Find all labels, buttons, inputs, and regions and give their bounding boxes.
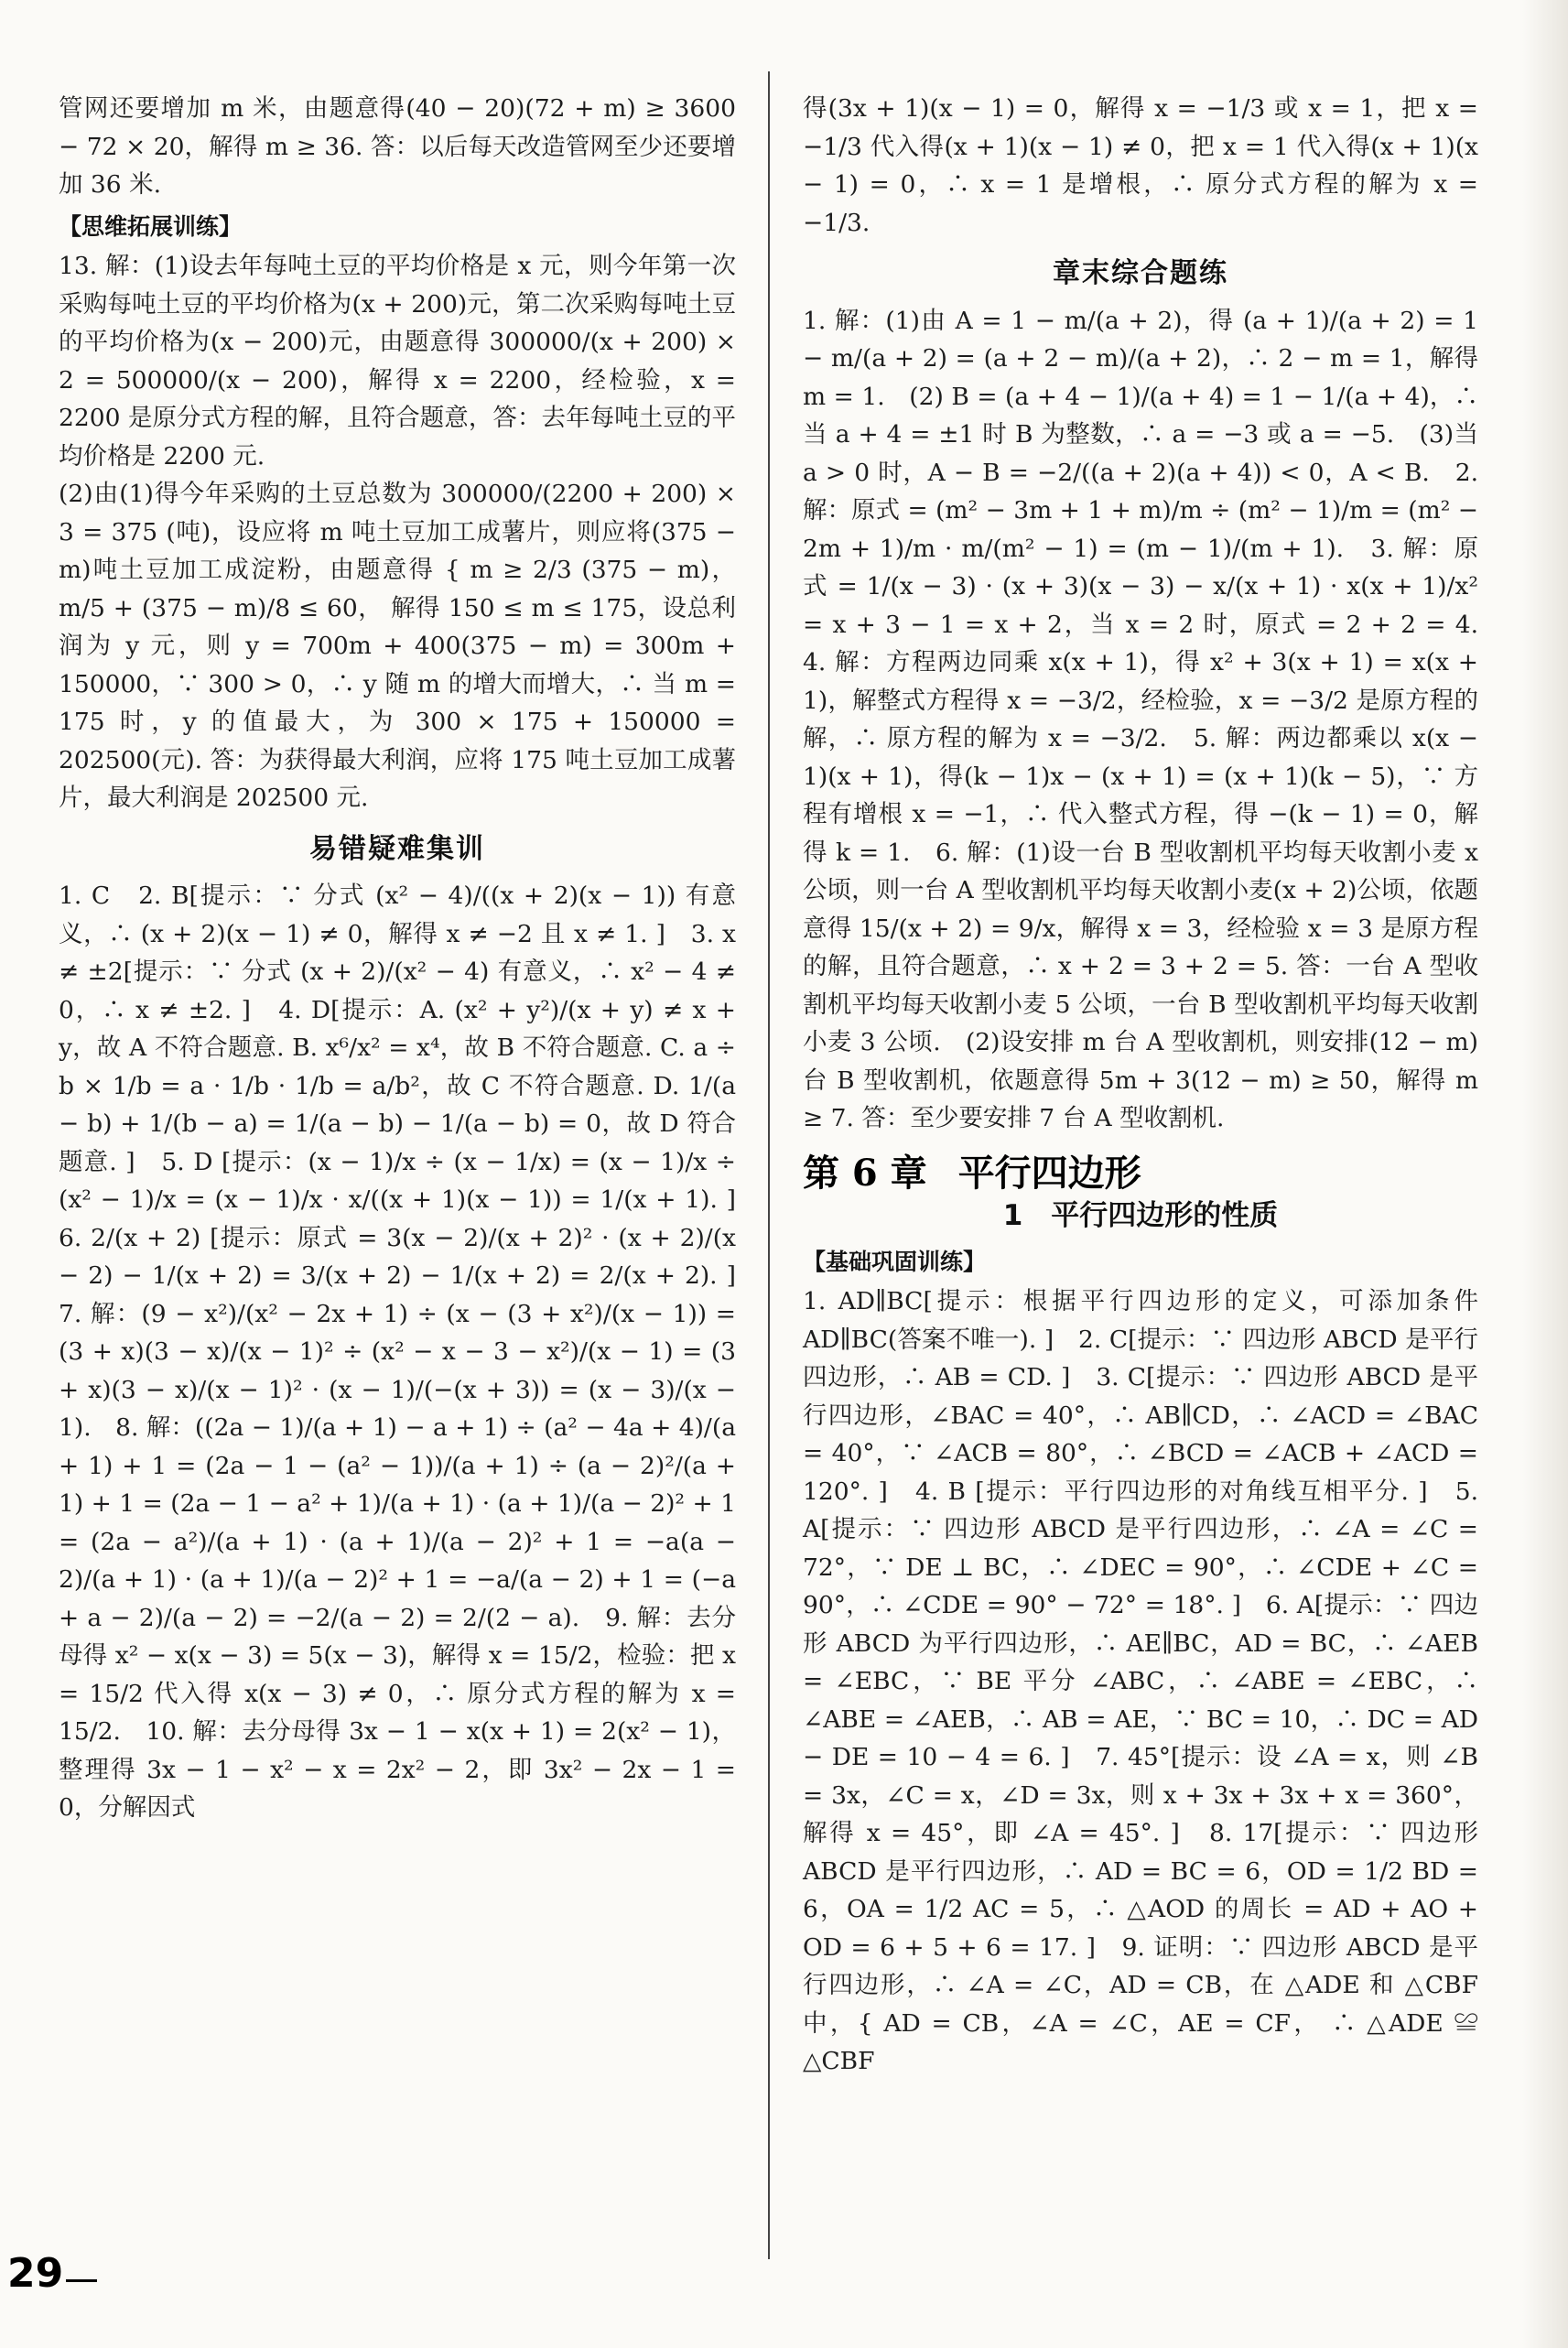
- right-column: [803, 90, 1503, 2238]
- chapter-number: 第 6 章: [803, 1151, 927, 1195]
- page-number-rule: [66, 2279, 97, 2282]
- right-continuation-text: 得(3x + 1)(x − 1) = 0，解得 x = −1/3 或 x = 1，把 x = −1/3 代入得(x + 1)(x − 1) ≠ 0，把 x = 1 代入得(x + 1)(x − 1) = 0，∴ x = 1 是增根，∴ 原分式方程的解为 x = −1/3.: [803, 94, 1478, 237]
- q13-part1: 13. 解：(1)设去年每吨土豆的平均价格是 x 元，则今年第一次采购每吨土豆的平均价格为(x + 200)元，第二次采购每吨土豆的平均价格为(x − 200)元，由题意得 300000/(x + 200) × 2 = 500000/(x − 200)，解得 x = 2200，经检验，x = 2200 是原分式方程的解，且符合题意，答：去年每吨土豆的平均价格是 2200 元.: [59, 252, 736, 471]
- page-number: 29: [7, 2250, 64, 2297]
- jichu-answers: 1. AD∥BC[提示：根据平行四边形的定义，可添加条件 AD∥BC(答案不唯一). ] 2. C[提示：∵ 四边形 ABCD 是平行四边形，∴ AB = CD. ] 3. C[提示：∵ 四边形 ABCD 是平行四边形，∠BAC = 40°，∴ AB∥CD，∴ ∠ACD = ∠BAC = 40°，∵ ∠ACB = 80°，∴ ∠BCD = ∠ACB + ∠ACD = 120°. ] 4. B [提示：平行四边形的对角线互相平分. ] 5. A[提示：∵ 四边形 ABCD 是平行四边形，∴ ∠A = ∠C = 72°，∵ DE ⊥ BC，∴ ∠DEC = 90°，∴ ∠CDE + ∠C = 90°，∴ ∠CDE = 90° − 72° = 18°. ] 6. A[提示：∵ 四边形 ABCD 为平行四边形，∴ AE∥BC，AD = BC，∴ ∠AEB = ∠EBC，∵ BE 平分 ∠ABC，∴ ∠ABE = ∠EBC，∴ ∠ABE = ∠AEB，∴ AB = AE，∵ BC = 10，∴ DC = AD − DE = 10 − 4 = 6. ] 7. 45°[提示：设 ∠A = x，则 ∠B = 3x，∠C = x，∠D = 3x，则 x + 3x + 3x + x = 360°，解得 x = 45°，即 ∠A = 45°. ] 8. 17[提示：∵ 四边形 ABCD 是平行四边形，∴ AD = BC = 6，OD = 1/2 BD = 6，OA = 1/2 AC = 5，∴ △AOD 的周长 = AD + AO + OD = 6 + 5 + 6 = 17. ] 9. 证明：∵ 四边形 ABCD 是平行四边形，∴ ∠A = ∠C，AD = CB，在 △ADE 和 △CBF 中，{ AD = CB，∠A = ∠C，AE = CF， ∴ △ADE ≌ △CBF: [803, 1287, 1478, 2075]
- yicuo-answers: 1. C 2. B[提示：∵ 分式 (x² − 4)/((x + 2)(x − 1)) 有意义，∴ (x + 2)(x − 1) ≠ 0，解得 x ≠ −2 且 x ≠ 1. ] 3. x ≠ ±2[提示：∵ 分式 (x + 2)/(x² − 4) 有意义，∴ x² − 4 ≠ 0，∴ x ≠ ±2. ] 4. D[提示：A. (x² + y²)/(x + y) ≠ x + y，故 A 不符合题意. B. x⁶/x² = x⁴，故 B 不符合题意. C. a ÷ b × 1/b = a · 1/b · 1/b = a/b²，故 C 不符合题意. D. 1/(a − b) + 1/(b − a) = 1/(a − b) − 1/(a − b) = 0，故 D 符合题意. ] 5. D [提示：(x − 1)/x ÷ (x − 1/x) = (x − 1)/x ÷ (x² − 1)/x = (x − 1)/x · x/((x + 1)(x − 1)) = 1/(x + 1). ] 6. 2/(x + 2) [提示：原式 = 3(x − 2)/(x + 2)² · (x + 2)/(x − 2) − 1/(x + 2) = 3/(x + 2) − 1/(x + 2) = 2/(x + 2). ] 7. 解：(9 − x²)/(x² − 2x + 1) ÷ (x − (3 + x²)/(x − 1)) = (3 + x)(3 − x)/(x − 1)² ÷ (x² − x − 3 − x²)/(x − 1) = (3 + x)(3 − x)/(x − 1)² · (x − 1)/(−(x + 3)) = (x − 3)/(x − 1). 8. 解：((2a − 1)/(a + 1) − a + 1) ÷ (a² − 4a + 4)/(a + 1) + 1 = (2a − 1 − (a² − 1))/(a + 1) ÷ (a − 2)²/(a + 1) + 1 = (2a − 1 − a² + 1)/(a + 1) · (a + 1)/(a − 2)² + 1 = (2a − a²)/(a + 1) · (a + 1)/(a − 2)² + 1 = −a(a − 2)/(a + 1) · (a + 1)/(a − 2)² + 1 = −a/(a − 2) + 1 = (−a + a − 2)/(a − 2) = −2/(a − 2) = 2/(2 − a). 9. 解：去分母得 x² − x(x − 3) = 5(x − 3)，解得 x = 15/2，检验：把 x = 15/2 代入得 x(x − 3) ≠ 0，∴ 原分式方程的解为 x = 15/2. 10. 解：去分母得 3x − 1 − x(x + 1) = 2(x² − 1)，整理得 3x − 1 − x² − x = 2x² − 2，即 3x² − 2x − 1 = 0，分解因式: [59, 882, 761, 1822]
- left-continuation-text: 管网还要增加 m 米，由题意得(40 − 20)(72 + m) ≥ 3600 − 72 × 20，解得 m ≥ 36. 答：以后每天改造管网至少还要增加 36 米.: [59, 94, 736, 199]
- page-edge: [1522, 0, 1568, 2348]
- section-heading-siwei: 【思维拓展训练】: [59, 212, 243, 240]
- q13-part2: (2)由(1)得今年采购的土豆总数为 300000/(2200 + 200) × 3 = 375 (吨)，设应将 m 吨土豆加工成薯片，则应将(375 − m)吨土豆加工成淀粉，由题意得 { m ≥ 2/3 (375 − m)，m/5 + (375 − m)/8 ≤ 60， 解得 150 ≤ m ≤ 175，设总利润为 y 元，则 y = 700m + 400(375 − m) = 300m + 150000，∵ 300 > 0，∴ y 随 m 的增大而增大，∴ 当 m = 175 时，y 的值最大，为 300 × 175 + 150000 = 202500(元). 答：为获得最大利润，应将 175 吨土豆加工成薯片，最大利润是 202500 元.: [59, 480, 736, 812]
- section-heading-yicuo: 易错疑难集训: [309, 832, 485, 865]
- section-heading-jichu: 【基础巩固训练】: [803, 1248, 987, 1275]
- left-column: [59, 90, 761, 2238]
- chapter-title: 平行四边形: [957, 1151, 1141, 1195]
- zhangmo-answers: 1. 解：(1)由 A = 1 − m/(a + 2)，得 (a + 1)/(a + 2) = 1 − m/(a + 2) = (a + 2 − m)/(a + 2)，∴ 2 − m = 1，解得 m = 1. (2) B = (a + 4 − 1)/(a + 4) = 1 − 1/(a + 4)，∴ 当 a + 4 = ±1 时 B 为整数，∴ a = −3 或 a = −5. (3)当 a > 0 时，A − B = −2/((a + 2)(a + 4)) < 0，A < B. 2. 解：原式 = (m² − 3m + 1 + m)/m ÷ (m² − 1)/m = (m² − 2m + 1)/m · m/(m² − 1) = (m − 1)/(m + 1). 3. 解：原式 = 1/(x − 3) · (x + 3)(x − 3) − x/(x + 1) · x(x + 1)/x² = x + 3 − 1 = x + 2，当 x = 2 时，原式 = 2 + 2 = 4. 4. 解：方程两边同乘 x(x + 1)，得 x² + 3(x + 1) = x(x + 1)，解整式方程得 x = −3/2，经检验，x = −3/2 是原方程的解，∴ 原方程的解为 x = −3/2. 5. 解：两边都乘以 x(x − 1)(x + 1)，得(k − 1)x − (x + 1) = (x + 1)(k − 5)，∵ 方程有增根 x = −1，∴ 代入整式方程，得 −(k − 1) = 0，解得 k = 1. 6. 解：(1)设一台 B 型收割机平均每天收割小麦 x 公顷，则一台 A 型收割机平均每天收割小麦(x + 2)公顷，依题意得 15/(x + 2) = 9/x，解得 x = 3，经检验 x = 3 是原方程的解，且符合题意，∴ x + 2 = 3 + 2 = 5. 答：一台 A 型收割机平均每天收割小麦 5 公顷，一台 B 型收割机平均每天收割小麦 3 公顷. (2)设安排 m 台 A 型收割机，则安排(12 − m)台 B 型收割机，依题意得 5m + 3(12 − m) ≥ 50，解得 m ≥ 7. 答：至少要安排 7 台 A 型收割机.: [803, 306, 1503, 1132]
- chapter-heading: [803, 1151, 1478, 1195]
- section-heading-zhangmo: 章末综合题练: [1053, 257, 1228, 289]
- subsection-heading: 1 平行四边形的性质: [1002, 1199, 1279, 1232]
- column-divider: [768, 71, 770, 2259]
